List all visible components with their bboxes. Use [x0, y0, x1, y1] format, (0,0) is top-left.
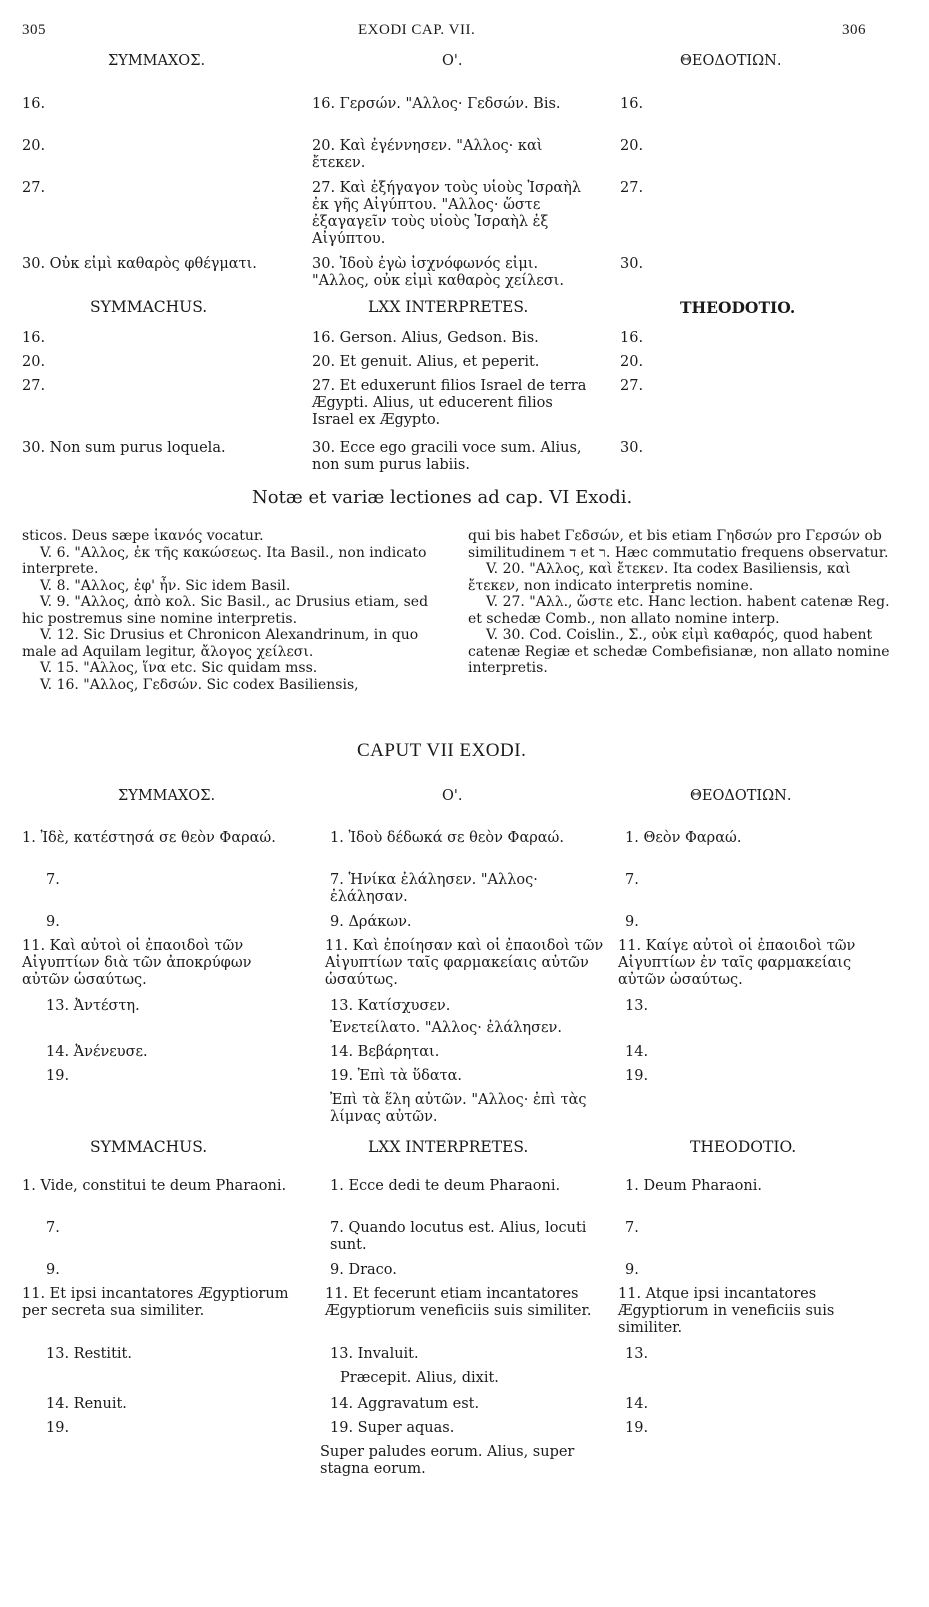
cap6-greek-lxx-30: 30. Ἰδοὺ ἐγὼ ἰσχνόφωνός εἰμι. "Αλλος, οὐκ εἰμὶ καθαρὸς χείλεσι. — [312, 256, 564, 289]
cap7-latin-head-theodotio: THEODOTIO. — [690, 1138, 797, 1156]
cap7-greek-theo-19: 19. — [625, 1068, 649, 1084]
cap7-latin-theo-14: 14. — [625, 1396, 649, 1412]
cap7-latin-head-lxx: LXX INTERPRETES. — [368, 1138, 529, 1156]
cap7-latin-theo-9: 9. — [625, 1262, 639, 1278]
running-title: EXODI CAP. VII. — [358, 22, 476, 38]
cap7-latin-theo-13: 13. — [625, 1346, 649, 1362]
cap7-latin-lxx-9: 9. Draco. — [330, 1262, 397, 1278]
cap6-greek-sym-27: 27. — [22, 180, 46, 196]
latin-head-lxx: LXX INTERPRETES. — [368, 298, 529, 316]
cap7-greek-theo-1: 1. Θεὸν Φαραώ. — [625, 830, 742, 846]
note-left-6: V. 16. "Αλλος, Γεδσών. Sic codex Basiliensis, — [40, 676, 359, 693]
note-left-4: V. 12. Sic Drusius et Chronicon Alexandrinum, in quo male ad Aquilam legitur, ἄλογος χείλεσι. — [22, 627, 419, 660]
cap7-greek-theo-11: 11. Καίγε αὐτοὶ οἱ ἐπαοιδοὶ τῶν Αἰγυπτίων ἐν ταῖς φαρμακείαις αὐτῶν ὡσαύτως. — [618, 938, 856, 988]
cap7-latin-theo-7: 7. — [625, 1220, 639, 1236]
cap7-greek-lxx-13b: Ἐνετείλατο. "Αλλος· ἐλάλησεν. — [330, 1020, 562, 1036]
cap7-latin-lxx-13: 13. Invaluit. — [330, 1346, 419, 1362]
note-left-2: V. 8. "Αλλος, ἐφ' ἦν. Sic idem Basil. — [40, 577, 291, 594]
cap6-latin-lxx-27: 27. Et eduxerunt filios Israel de terra Ægypti. Alius, ut educerent filios Israel ex Ægypto. — [312, 378, 587, 428]
greek-head-symmachus: ΣΥΜΜΑΧΟΣ. — [108, 53, 206, 69]
cap7-latin-lxx-11: 11. Et fecerunt etiam incantatores Ægyptiorum veneficiis suis similiter. — [325, 1286, 592, 1319]
cap7-greek-theo-13: 13. — [625, 998, 649, 1014]
cap7-greek-lxx-1: 1. Ἰδοὺ δέδωκά σε θεὸν Φαραώ. — [330, 830, 564, 846]
cap7-greek-head-lxx: Ο'. — [442, 788, 463, 804]
cap7-greek-sym-11: 11. Καὶ αὐτοὶ οἱ ἐπαοιδοὶ τῶν Αἰγυπτίων διὰ τῶν ἀποκρύφων αὐτῶν ὡσαύτως. — [22, 938, 252, 988]
notes-right-column — [468, 528, 904, 677]
cap7-latin-sym-7: 7. — [46, 1220, 60, 1236]
cap6-latin-theo-30: 30. — [620, 440, 644, 456]
cap7-greek-sym-19: 19. — [46, 1068, 70, 1084]
cap6-latin-theo-27: 27. — [620, 378, 644, 394]
cap6-latin-sym-16: 16. — [22, 330, 46, 346]
page-number-left: 305 — [22, 22, 46, 38]
cap7-greek-theo-14: 14. — [625, 1044, 649, 1060]
cap7-greek-lxx-13: 13. Κατίσχυσεν. — [330, 998, 451, 1014]
cap6-latin-lxx-16: 16. Gerson. Alius, Gedson. Bis. — [312, 330, 539, 346]
cap6-greek-lxx-27: 27. Καὶ ἐξήγαγον τοὺς υἱοὺς Ἰσραὴλ ἐκ γῆς Αἰγύπτου. "Αλλος· ὥστε ἐξαγαγεῖν τοὺς υἱοὺς Ἰσραὴλ ἐξ Αἰγύπτου. — [312, 180, 582, 247]
cap7-latin-lxx-13b: Præcepit. Alius, dixit. — [340, 1370, 499, 1386]
note-right-1: V. 20. "Αλλος, καὶ ἔτεκεν. Ita codex Basiliensis, καὶ ἔτεκεν, non indicato interpretis nomine. — [468, 561, 851, 594]
cap6-greek-lxx-20: 20. Καὶ ἐγέννησεν. "Αλλος· καὶ ἔτεκεν. — [312, 138, 543, 171]
cap7-latin-theo-19: 19. — [625, 1420, 649, 1436]
cap7-latin-lxx-1: 1. Ecce dedi te deum Pharaoni. — [330, 1178, 561, 1194]
cap6-greek-theo-16: 16. — [620, 96, 644, 112]
note-left-0: sticos. Deus sæpe ἱκανός vocatur. — [22, 528, 264, 544]
note-left-3: V. 9. "Αλλος, ἀπὸ κολ. Sic Basil., ac Drusius etiam, sed hic postremus sine nomine interpretis. — [22, 594, 429, 627]
cap7-latin-theo-11: 11. Atque ipsi incantatores Ægyptiorum in veneficiis suis similiter. — [618, 1286, 835, 1336]
cap7-latin-lxx-14: 14. Aggravatum est. — [330, 1396, 480, 1412]
page-number-right: 306 — [842, 22, 866, 38]
cap6-greek-sym-20: 20. — [22, 138, 46, 154]
cap7-latin-sym-19: 19. — [46, 1420, 70, 1436]
cap6-latin-lxx-20: 20. Et genuit. Alius, et peperit. — [312, 354, 540, 370]
note-right-3: V. 30. Cod. Coislin., Σ., οὐκ εἰμὶ καθαρός, quod habent catenæ Regiæ et schedæ Combefisianæ, non allato nomine interpretis. — [468, 627, 890, 676]
cap7-greek-lxx-14: 14. Βεβάρηται. — [330, 1044, 440, 1060]
cap6-latin-lxx-30: 30. Ecce ego gracili voce sum. Alius, non sum purus labiis. — [312, 440, 582, 473]
cap7-greek-sym-9: 9. — [46, 914, 60, 930]
cap6-greek-sym-30: 30. Οὐκ εἰμὶ καθαρὸς φθέγματι. — [22, 256, 257, 272]
latin-head-symmachus: SYMMACHUS. — [90, 298, 208, 316]
cap6-latin-theo-16: 16. — [620, 330, 644, 346]
greek-head-theodotion: ΘΕΟΔΟΤΙΩΝ. — [680, 53, 782, 69]
cap7-greek-sym-13: 13. Ἀντέστη. — [46, 998, 140, 1014]
cap6-latin-theo-20: 20. — [620, 354, 644, 370]
cap7-greek-theo-9: 9. — [625, 914, 639, 930]
cap7-greek-lxx-19b: Ἐπὶ τὰ ἕλη αὐτῶν. "Αλλος· ἐπὶ τὰς λίμνας αὐτῶν. — [330, 1092, 587, 1125]
cap7-greek-sym-7: 7. — [46, 872, 60, 888]
cap7-latin-sym-1: 1. Vide, constitui te deum Pharaoni. — [22, 1178, 287, 1194]
note-left-5: V. 15. "Αλλος, ἵνα etc. Sic quidam mss. — [40, 660, 318, 676]
cap7-latin-sym-11: 11. Et ipsi incantatores Ægyptiorum per secreta sua similiter. — [22, 1286, 289, 1319]
cap7-greek-head-theodotion: ΘΕΟΔΟΤΙΩΝ. — [690, 788, 792, 804]
caput-title: CAPUT VII EXODI. — [357, 740, 527, 761]
cap6-latin-sym-20: 20. — [22, 354, 46, 370]
note-left-1: V. 6. "Αλλος, ἐκ τῆς κακώσεως. Ita Basil., non indicato interprete. — [22, 544, 427, 577]
cap7-greek-lxx-9: 9. Δράκων. — [330, 914, 412, 930]
cap7-greek-lxx-7: 7. Ἡνίκα ἐλάλησεν. "Αλλος· ἐλάλησαν. — [330, 872, 538, 905]
cap6-latin-sym-30: 30. Non sum purus loquela. — [22, 440, 226, 456]
cap6-greek-theo-30: 30. — [620, 256, 644, 272]
cap7-latin-head-symmachus: SYMMACHUS. — [90, 1138, 208, 1156]
cap7-latin-theo-1: 1. Deum Pharaoni. — [625, 1178, 762, 1194]
cap7-greek-theo-7: 7. — [625, 872, 639, 888]
cap7-greek-lxx-11: 11. Καὶ ἐποίησαν καὶ οἱ ἐπαοιδοὶ τῶν Αἰγυπτίων ταῖς φαρμακείαις αὐτῶν ὡσαύτως. — [325, 938, 604, 988]
cap7-latin-lxx-7: 7. Quando locutus est. Alius, locuti sunt. — [330, 1220, 587, 1253]
notes-left-column — [22, 528, 447, 693]
cap6-greek-theo-20: 20. — [620, 138, 644, 154]
cap7-greek-head-symmachus: ΣΥΜΜΑΧΟΣ. — [118, 788, 216, 804]
cap7-latin-lxx-19b: Super paludes eorum. Alius, super stagna eorum. — [320, 1444, 575, 1477]
note-right-0: qui bis habet Γεδσών, et bis etiam Γηδσών pro Γερσών ob similitudinem ד et ר. Hæc commutatio frequens observatur. — [468, 528, 889, 561]
note-right-2: V. 27. "Αλλ., ὥστε etc. Hanc lection. habent catenæ Reg. et schedæ Comb., non allato nomine interp. — [468, 594, 890, 627]
notes-title: Notæ et variæ lectiones ad cap. VI Exodi. — [252, 487, 633, 508]
cap6-greek-sym-16: 16. — [22, 96, 46, 112]
greek-head-lxx: Ο'. — [442, 53, 463, 69]
cap6-greek-theo-27: 27. — [620, 180, 644, 196]
cap7-greek-sym-14: 14. Ἀνένευσε. — [46, 1044, 148, 1060]
latin-head-theodotio: THEODOTIO. — [680, 298, 796, 317]
cap7-latin-sym-9: 9. — [46, 1262, 60, 1278]
cap7-latin-lxx-19: 19. Super aquas. — [330, 1420, 455, 1436]
cap7-latin-sym-14: 14. Renuit. — [46, 1396, 127, 1412]
cap6-greek-lxx-16: 16. Γερσών. "Αλλος· Γεδσών. Bis. — [312, 96, 561, 112]
cap6-latin-sym-27: 27. — [22, 378, 46, 394]
cap7-greek-lxx-19: 19. Ἐπὶ τὰ ὕδατα. — [330, 1068, 463, 1084]
cap7-latin-sym-13: 13. Restitit. — [46, 1346, 132, 1362]
cap7-greek-sym-1: 1. Ἰδὲ, κατέστησά σε θεὸν Φαραώ. — [22, 830, 276, 846]
